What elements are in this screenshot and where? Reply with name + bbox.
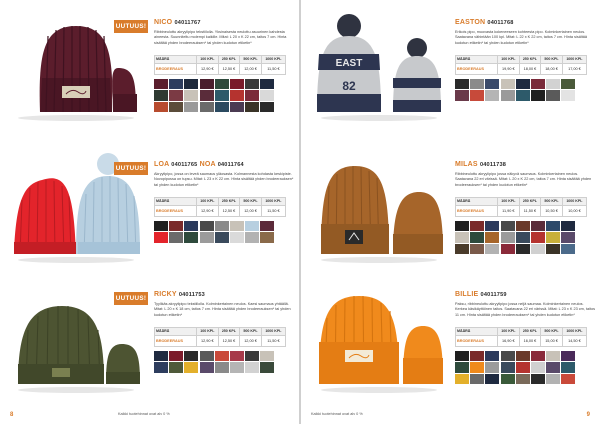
price-cell: 12,90 €	[197, 205, 219, 216]
color-swatch	[501, 232, 515, 243]
color-swatch	[501, 351, 515, 362]
product-nico	[0, 4, 299, 128]
price-cell: 11,50 €	[261, 63, 285, 74]
color-swatch	[546, 374, 560, 385]
price-cell: 19,90 €	[498, 63, 520, 74]
color-swatch	[516, 79, 530, 90]
page-footer: Kaikki tuotehinnat ovat alv 0 %	[311, 412, 363, 416]
price-header-cell: MÄÄRÄ	[155, 56, 197, 64]
color-swatch	[501, 221, 515, 232]
product-milas	[301, 146, 600, 270]
color-swatch	[245, 351, 259, 362]
price-cell: 10,00 €	[562, 205, 586, 216]
color-swatch	[501, 79, 515, 90]
color-swatch	[485, 221, 499, 232]
price-header-cell: 500 KPL	[240, 56, 262, 64]
price-cell: 11,90 €	[498, 205, 520, 216]
catalog-page-left	[0, 0, 299, 424]
color-swatch	[531, 351, 545, 362]
color-swatch	[215, 351, 229, 362]
price-row-label: BRODEERAUS	[456, 205, 498, 216]
price-table	[154, 55, 286, 75]
product-info-billie	[455, 290, 595, 384]
color-swatch	[245, 221, 259, 232]
color-swatch	[561, 351, 575, 362]
color-swatch	[485, 244, 499, 255]
price-header-cell: MÄÄRÄ	[456, 56, 498, 64]
price-cell: 12,00 €	[240, 335, 262, 346]
color-swatch	[169, 90, 183, 101]
color-swatch	[215, 221, 229, 232]
product-title	[455, 290, 595, 300]
color-swatch	[516, 374, 530, 385]
price-table	[455, 55, 587, 75]
color-swatch	[230, 362, 244, 373]
price-header-cell: 100 KPL	[498, 56, 520, 64]
color-swatch	[501, 90, 515, 101]
color-swatch	[531, 79, 545, 90]
price-cell: 14,50 €	[562, 335, 586, 346]
price-header-cell: 100 KPL	[498, 198, 520, 206]
price-header-cell: 500 KPL	[240, 328, 262, 336]
price-header-cell: MÄÄRÄ	[456, 328, 498, 336]
color-swatch	[169, 221, 183, 232]
price-header-cell: 250 KPL	[218, 198, 240, 206]
color-swatch	[169, 351, 183, 362]
color-swatch	[501, 362, 515, 373]
color-swatch	[154, 102, 168, 113]
color-swatch	[561, 374, 575, 385]
color-swatch	[531, 244, 545, 255]
color-swatch	[215, 102, 229, 113]
product-info-milas	[455, 160, 595, 254]
product-description: Ribbineulottu akryylipipo tekstiilolla. Yksinaisesta neulottu asuurinen kahdesta aineesta. Suunniteltu molempi kaikille. Mitat: L 20 x K 22 cm, taitos 7 cm. Hinta sisältää yhden brodeerauksen* tai yhden kudotun etiketin*	[154, 30, 287, 45]
price-cell: 16,00 €	[519, 335, 541, 346]
color-swatch	[154, 90, 168, 101]
product-name: MILAS	[455, 161, 478, 168]
product-code: 04011759	[480, 292, 507, 298]
price-header-cell: 100 KPL	[197, 328, 219, 336]
color-swatch	[169, 102, 183, 113]
price-cell: 16,90 €	[498, 335, 520, 346]
color-swatch	[470, 374, 484, 385]
color-swatch	[200, 351, 214, 362]
catalog-page-right	[301, 0, 600, 424]
color-swatches	[455, 351, 595, 385]
color-swatch	[154, 221, 168, 232]
price-header-cell: MÄÄRÄ	[155, 198, 197, 206]
price-cell: 11,50 €	[261, 335, 285, 346]
price-header-cell: 100 KPL	[197, 56, 219, 64]
color-swatch	[516, 362, 530, 373]
color-swatch	[546, 244, 560, 255]
price-cell: 11,50 €	[519, 205, 541, 216]
color-swatch	[561, 221, 575, 232]
color-swatch	[531, 232, 545, 243]
color-swatch	[184, 90, 198, 101]
color-swatch	[531, 362, 545, 373]
color-swatch	[501, 374, 515, 385]
color-swatch	[455, 362, 469, 373]
color-swatch	[245, 90, 259, 101]
color-swatch	[546, 90, 560, 101]
color-swatch	[546, 351, 560, 362]
page-number: 9	[586, 412, 590, 418]
price-header-cell: 1000 KPL	[562, 56, 586, 64]
color-swatch	[230, 90, 244, 101]
color-swatch	[230, 102, 244, 113]
color-swatch	[516, 221, 530, 232]
product-image-milas	[309, 150, 449, 266]
product-title	[455, 160, 595, 170]
color-swatch	[531, 221, 545, 232]
product-title	[154, 160, 294, 170]
color-swatch	[470, 79, 484, 90]
product-image-billie	[309, 280, 449, 396]
price-row-label: BRODEERAUS	[155, 63, 197, 74]
color-swatch	[200, 79, 214, 90]
color-swatch	[245, 102, 259, 113]
product-name-2: NOA	[199, 161, 216, 168]
price-table	[154, 197, 286, 217]
color-swatch	[455, 79, 469, 90]
color-swatch	[455, 221, 469, 232]
color-swatch	[154, 362, 168, 373]
svg-text:EAST: EAST	[335, 58, 363, 69]
color-swatch	[561, 362, 575, 373]
color-swatch	[154, 79, 168, 90]
price-header-cell: 100 KPL	[498, 328, 520, 336]
color-swatch	[546, 79, 560, 90]
price-row-label: BRODEERAUS	[456, 335, 498, 346]
product-code: 04011767	[174, 20, 201, 26]
color-swatches	[455, 79, 595, 101]
page-footer: Kaikki tuotehinnat ovat alv 0 %	[118, 412, 170, 416]
color-swatch	[169, 362, 183, 373]
product-title	[154, 18, 294, 28]
product-code: 04011765	[171, 162, 198, 168]
product-info-nico	[154, 18, 294, 112]
color-swatch	[184, 102, 198, 113]
price-header-cell: 1000 KPL	[562, 328, 586, 336]
color-swatch	[485, 351, 499, 362]
color-swatch	[200, 232, 214, 243]
product-name: BILLIE	[455, 291, 479, 298]
product-info-ricky	[154, 290, 294, 373]
color-swatch	[215, 90, 229, 101]
color-swatch	[485, 79, 499, 90]
color-swatch	[485, 362, 499, 373]
price-cell: 18,00 €	[541, 63, 563, 74]
color-swatch	[184, 362, 198, 373]
price-header-cell: 1000 KPL	[261, 56, 285, 64]
color-swatch	[516, 232, 530, 243]
page-number: 8	[10, 412, 14, 418]
price-row-label: BRODEERAUS	[456, 63, 498, 74]
color-swatch	[215, 362, 229, 373]
color-swatch	[200, 90, 214, 101]
color-swatch	[561, 90, 575, 101]
price-cell: 12,90 €	[197, 63, 219, 74]
price-cell: 12,90 €	[197, 335, 219, 346]
color-swatch	[200, 221, 214, 232]
product-info-loa-noa	[154, 160, 294, 243]
color-swatches	[154, 351, 294, 373]
product-code: 04011738	[479, 162, 507, 168]
color-swatch	[169, 79, 183, 90]
color-swatch	[455, 90, 469, 101]
color-swatch	[546, 221, 560, 232]
color-swatch	[455, 351, 469, 362]
price-header-cell: 1000 KPL	[261, 328, 285, 336]
price-header-cell: 250 KPL	[519, 328, 541, 336]
color-swatch	[260, 362, 274, 373]
new-badge: UUTUUS!	[114, 162, 148, 175]
color-swatch	[215, 79, 229, 90]
product-description: Tyylikäs akryylipipo tekstiilolla. Kolminkertainen neulos. Kaesi saumaus yhtäällä. Mitat: L 20 x K 18 cm, taitos 7 cm. Hinta sisältää yhden brodeerauksen* tai yhden kudotun etiketin*	[154, 302, 291, 317]
price-table	[455, 197, 587, 217]
price-header-cell: 1000 KPL	[562, 198, 586, 206]
color-swatch	[260, 351, 274, 362]
product-title	[455, 18, 595, 28]
color-swatch	[230, 232, 244, 243]
color-swatch	[516, 90, 530, 101]
price-row-label: BRODEERAUS	[155, 205, 197, 216]
color-swatch	[561, 232, 575, 243]
color-swatch	[470, 221, 484, 232]
color-swatches	[154, 221, 294, 243]
color-swatch	[245, 362, 259, 373]
color-swatch	[200, 362, 214, 373]
color-swatch	[485, 374, 499, 385]
product-name: LOA	[154, 161, 170, 168]
price-cell: 12,50 €	[218, 335, 240, 346]
color-swatch	[561, 79, 575, 90]
product-code: 04011768	[487, 20, 514, 26]
color-swatch	[260, 79, 274, 90]
color-swatch	[531, 90, 545, 101]
price-header-cell: 1000 KPL	[261, 198, 285, 206]
product-name: NICO	[154, 19, 173, 26]
product-code-2: 04011764	[217, 162, 244, 168]
price-cell: 10,50 €	[541, 205, 563, 216]
color-swatch	[245, 79, 259, 90]
color-swatch	[531, 374, 545, 385]
color-swatch	[230, 221, 244, 232]
color-swatch	[260, 232, 274, 243]
new-badge: UUTUUS!	[114, 20, 148, 33]
color-swatch	[245, 232, 259, 243]
color-swatch	[154, 351, 168, 362]
color-swatch	[485, 90, 499, 101]
color-swatch	[455, 374, 469, 385]
price-table	[154, 327, 286, 347]
color-swatch	[230, 351, 244, 362]
price-header-cell: MÄÄRÄ	[456, 198, 498, 206]
color-swatch	[470, 244, 484, 255]
price-header-cell: 500 KPL	[541, 328, 563, 336]
color-swatches	[455, 221, 595, 255]
price-header-cell: 250 KPL	[519, 198, 541, 206]
price-cell: 12,50 €	[218, 205, 240, 216]
product-name: RICKY	[154, 291, 177, 298]
product-billie	[301, 276, 600, 400]
product-easton	[301, 4, 600, 128]
color-swatch	[230, 79, 244, 90]
product-description: Ribbineulottu akryylipipo jossa näkyvä saumaus. Kolminkertainen neulos. Saatavana 22 eri värissä. Mitat: L 20 x K 22 cm, taitos 7 cm. Hinta sisältää yhden brodeerauksen* tai yhden kudotun etiketin*	[455, 172, 592, 187]
color-swatch	[516, 244, 530, 255]
color-swatch	[184, 351, 198, 362]
price-header-cell: 250 KPL	[218, 328, 240, 336]
price-header-cell: 250 KPL	[519, 56, 541, 64]
color-swatch	[455, 244, 469, 255]
price-cell: 11,50 €	[261, 205, 285, 216]
price-cell: 12,00 €	[240, 63, 262, 74]
color-swatch	[470, 90, 484, 101]
color-swatch	[561, 244, 575, 255]
price-cell: 12,50 €	[218, 63, 240, 74]
price-cell: 18,00 €	[519, 63, 541, 74]
product-info-easton	[455, 18, 595, 101]
color-swatch	[470, 362, 484, 373]
color-swatches	[154, 79, 294, 113]
product-description: Paksu, ribbineulottu akryylipipo jossa neljä saumaa. Kolminkertainen neulos. Kerkea käsikäyttöinen taitos. Saatavana 22 eri värissä. Mitat: L 23 x K 23 cm, taitos 11 cm. Hinta sisältää yhden brodeerauksen* tai yhden kudotun etiketin*	[455, 302, 595, 317]
color-swatch	[470, 351, 484, 362]
color-swatch	[470, 232, 484, 243]
color-swatch	[546, 362, 560, 373]
product-ricky	[0, 276, 299, 400]
product-loa-noa	[0, 146, 299, 270]
price-cell: 15,00 €	[541, 335, 563, 346]
price-cell: 12,00 €	[240, 205, 262, 216]
color-swatch	[200, 102, 214, 113]
color-swatch	[546, 232, 560, 243]
price-header-cell: 500 KPL	[541, 56, 563, 64]
new-badge: UUTUUS!	[114, 292, 148, 305]
color-swatch	[260, 90, 274, 101]
price-table	[455, 327, 587, 347]
product-name: EASTON	[455, 19, 486, 26]
product-code: 04011753	[178, 292, 205, 298]
svg-text:82: 82	[342, 79, 356, 93]
product-title	[154, 290, 294, 300]
color-swatch	[184, 232, 198, 243]
price-header-cell: MÄÄRÄ	[155, 328, 197, 336]
color-swatch	[215, 232, 229, 243]
color-swatch	[260, 102, 274, 113]
color-swatch	[485, 232, 499, 243]
color-swatch	[169, 232, 183, 243]
price-header-cell: 250 KPL	[218, 56, 240, 64]
color-swatch	[260, 221, 274, 232]
color-swatch	[154, 232, 168, 243]
color-swatch	[184, 79, 198, 90]
price-header-cell: 100 KPL	[197, 198, 219, 206]
product-description: Erikois pipo, muovasta kokeneeseen kohteesta pipo. Kolminkertainen neulos. Saatavana vähintään 100 kpl. Mitat: L 22 x K 22 cm, taitos 7 cm. Hinta sisältää kudotun etiketin* tai yhden kudotun etiketin*	[455, 30, 587, 45]
price-header-cell: 500 KPL	[240, 198, 262, 206]
color-swatch	[455, 232, 469, 243]
price-cell: 17,00 €	[562, 63, 586, 74]
price-row-label: BRODEERAUS	[155, 335, 197, 346]
color-swatch	[501, 244, 515, 255]
product-image-easton	[309, 8, 449, 124]
color-swatch	[516, 351, 530, 362]
color-swatch	[184, 221, 198, 232]
price-header-cell: 500 KPL	[541, 198, 563, 206]
product-description: Akryylipipo, jossa on leveä saumaus yläosasta. Kolmannesta kohdasta keskipiste. Novopipossa on tupsu. Mitat: L 23 x K 22 cm. Hinta sisältää yhden brodeerauksen* tai yhden kudotun etiketin*	[154, 172, 294, 187]
